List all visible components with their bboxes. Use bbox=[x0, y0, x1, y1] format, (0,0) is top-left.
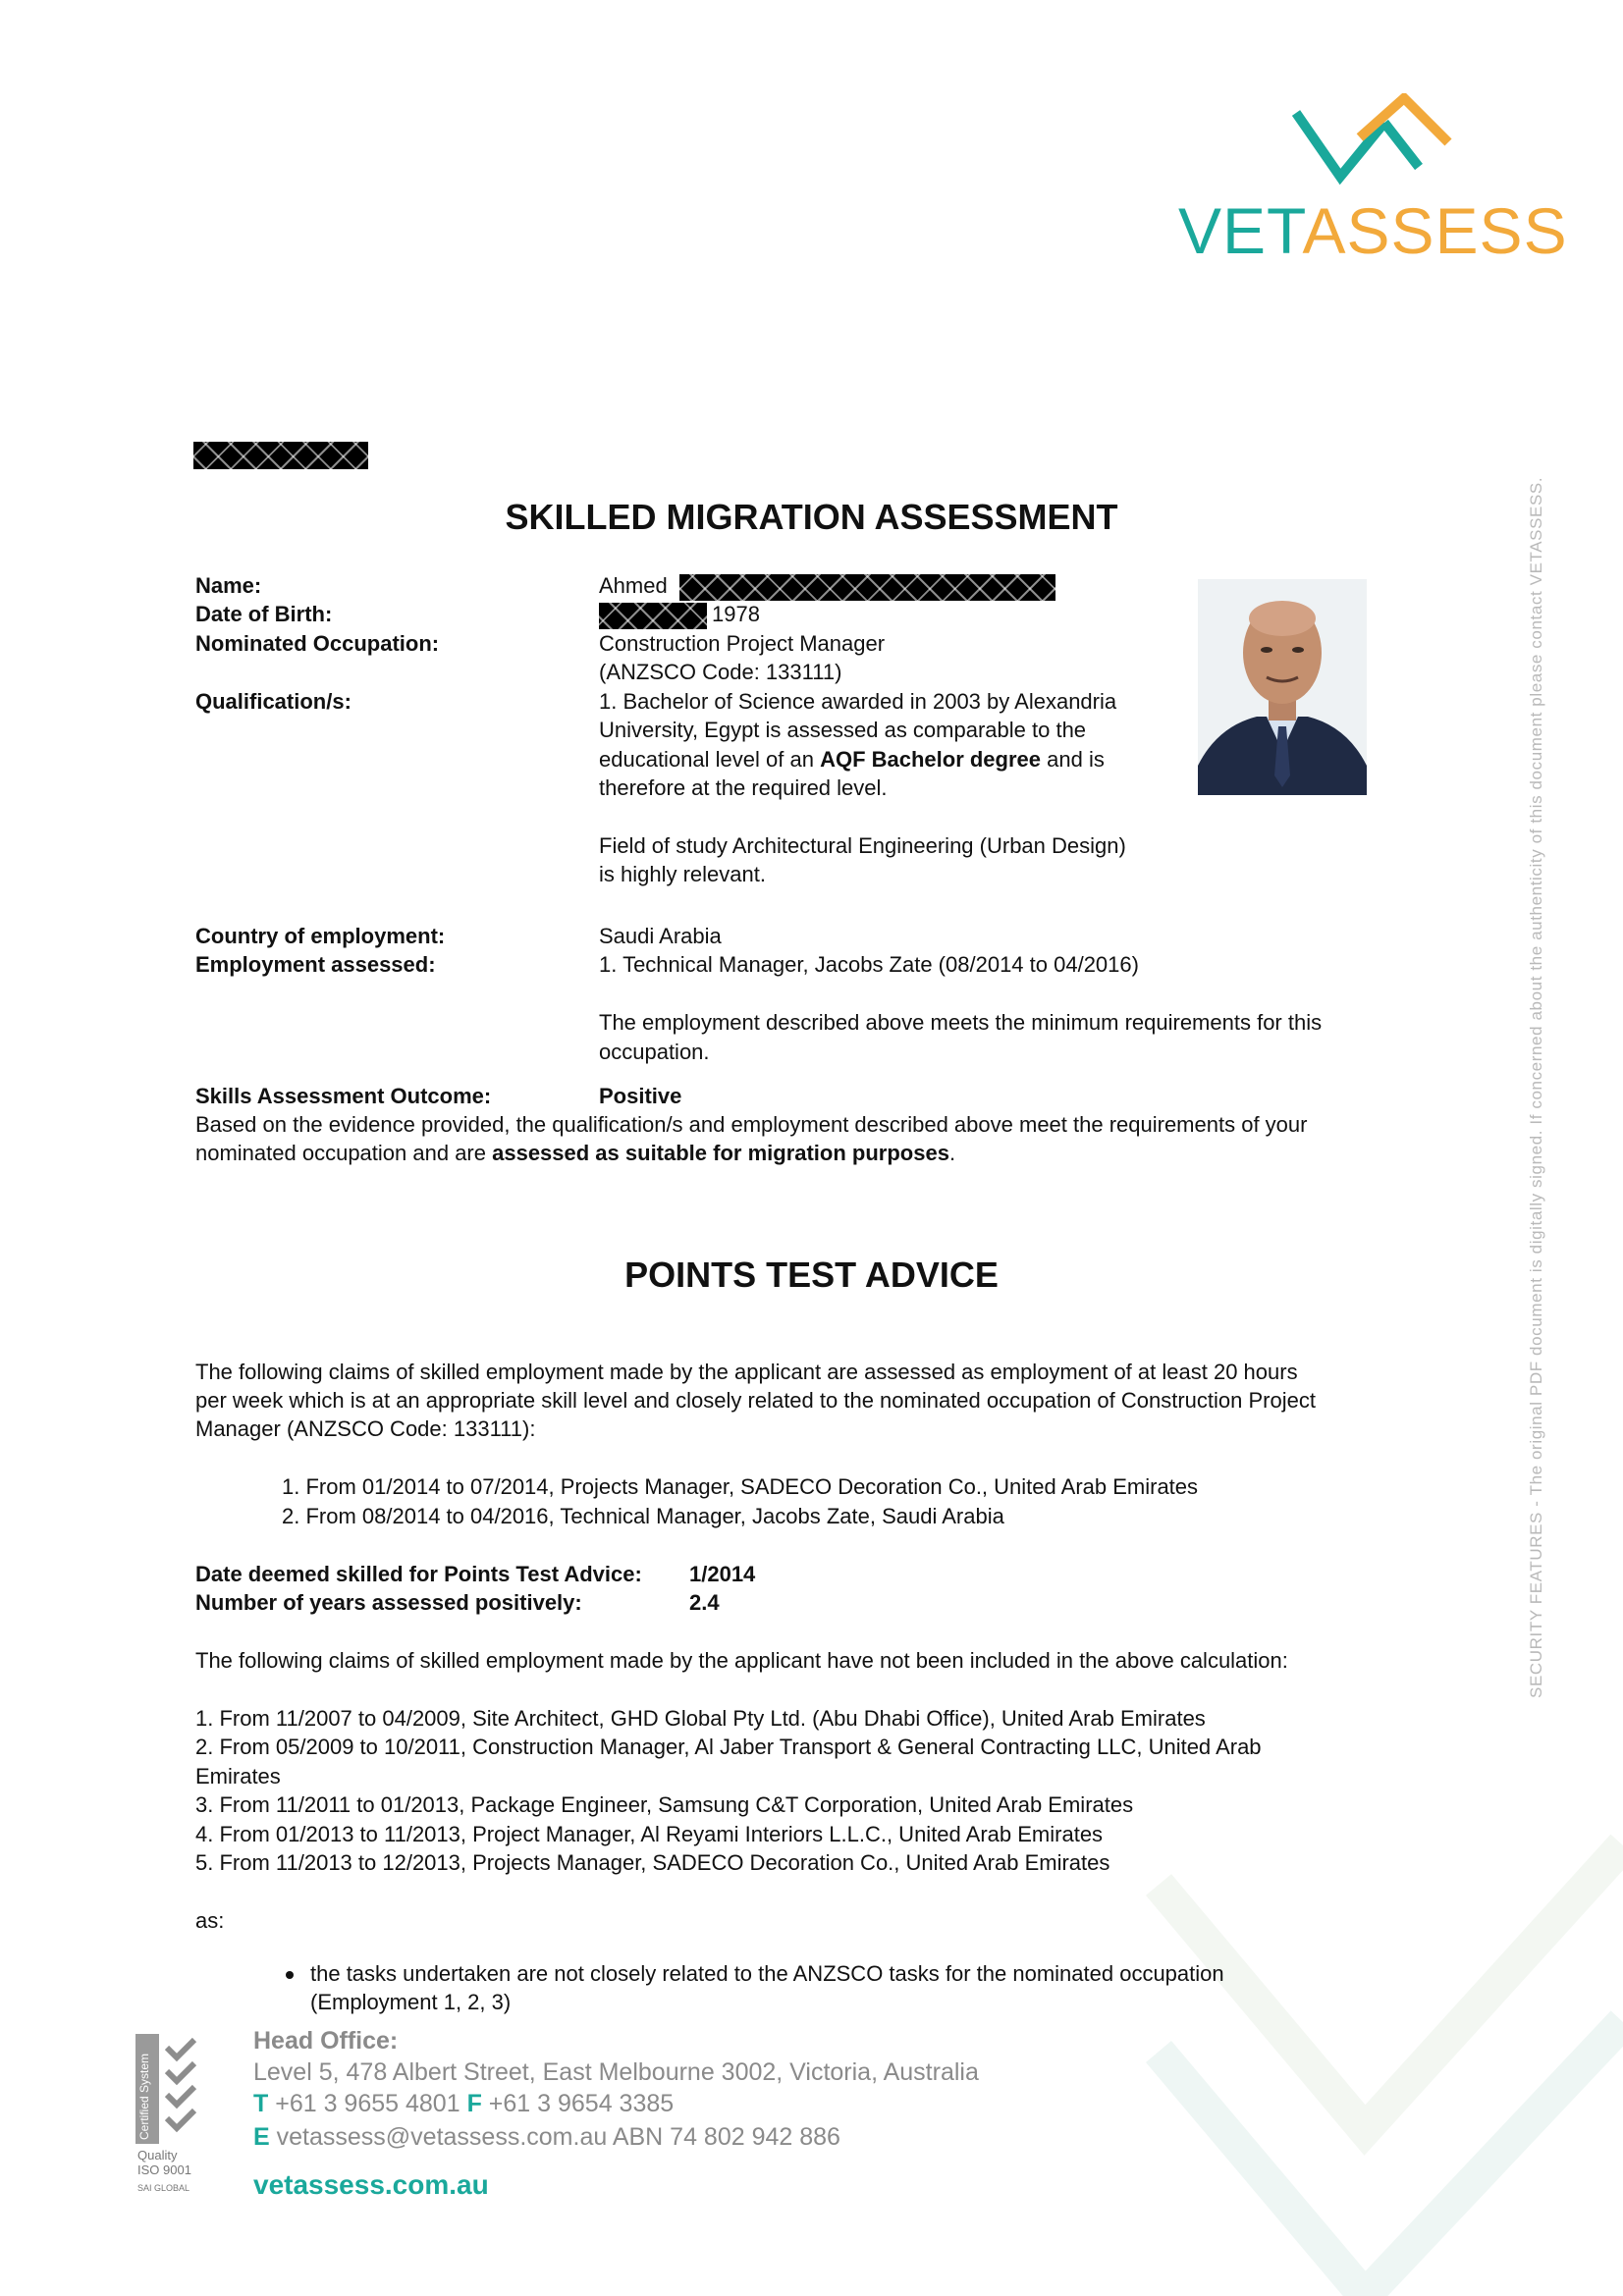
points-title: POINTS TEST ADVICE bbox=[624, 1255, 999, 1295]
vetassess-logo bbox=[1178, 93, 1568, 280]
phone-prefix: T bbox=[253, 2090, 269, 2117]
background-chevron-decoration bbox=[1129, 1806, 1623, 2296]
outcome-value: Positive bbox=[599, 1084, 682, 1108]
office-phone: +61 3 9655 4801 bbox=[268, 2090, 467, 2117]
outcome-text-line-2 bbox=[195, 1139, 1472, 1168]
qualification-line-1: 1. Bachelor of Science awarded in 2003 by Alexandria bbox=[599, 689, 1117, 714]
date-deemed-value: 1/2014 bbox=[689, 1562, 756, 1586]
email-prefix: E bbox=[253, 2123, 270, 2151]
applicant-photo bbox=[1198, 579, 1367, 795]
occupation-line-1: Construction Project Manager bbox=[599, 631, 886, 656]
website-link[interactable]: vetassess.com.au bbox=[253, 2169, 489, 2200]
points-intro-line-1: The following claims of skilled employment made by the applicant are assessed as employment of at least 20 hours bbox=[195, 1360, 1298, 1384]
employment-note-line-2: occupation. bbox=[599, 1040, 710, 1064]
name-label: Name: bbox=[195, 573, 262, 598]
cert-quality: Quality bbox=[137, 2148, 178, 2163]
redacted-surname bbox=[679, 574, 1055, 601]
outcome-text-post: . bbox=[948, 1141, 956, 1165]
bullet-icon bbox=[286, 1971, 294, 1979]
office-fax: +61 3 9654 3385 bbox=[481, 2090, 675, 2117]
qualification-line-4: therefore at the required level. bbox=[599, 775, 888, 800]
included-employment-2: 2. From 08/2014 to 04/2016, Technical Manager, Jacobs Zate, Saudi Arabia bbox=[282, 1504, 1004, 1528]
field-of-study-line-1: Field of study Architectural Engineering (Urban Design) bbox=[599, 833, 1126, 858]
assessment-title: SKILLED MIGRATION ASSESSMENT bbox=[505, 497, 1118, 537]
excluded-intro: The following claims of skilled employment made by the applicant have not been included in the above calculation: bbox=[195, 1648, 1288, 1673]
excluded-employment-2-cont: Emirates bbox=[195, 1764, 281, 1789]
check-marks-icon bbox=[163, 2036, 212, 2144]
cert-iso: ISO 9001 bbox=[137, 2163, 191, 2177]
qualification-line-3-pre: educational level of an bbox=[599, 747, 821, 772]
country-value: Saudi Arabia bbox=[599, 924, 722, 948]
dob-label: Date of Birth: bbox=[195, 602, 333, 626]
reason-line-1: the tasks undertaken are not closely related to the ANZSCO tasks for the nominated occupation bbox=[310, 1961, 1224, 1986]
points-intro-line-3: Manager (ANZSCO Code: 133111): bbox=[195, 1416, 536, 1441]
name-first: Ahmed bbox=[599, 573, 668, 598]
country-label: Country of employment: bbox=[195, 924, 446, 948]
redacted-dob bbox=[599, 603, 707, 629]
years-value: 2.4 bbox=[689, 1590, 720, 1615]
date-deemed-label: Date deemed skilled for Points Test Advice: bbox=[195, 1562, 642, 1586]
outcome-text-pre: nominated occupation and are bbox=[195, 1141, 493, 1165]
dob-value: 1978 bbox=[712, 602, 760, 626]
years-label: Number of years assessed positively: bbox=[195, 1590, 582, 1615]
logo-wordmark bbox=[1178, 193, 1568, 268]
included-employment-1: 1. From 01/2014 to 07/2014, Projects Manager, SADECO Decoration Co., United Arab Emirates bbox=[282, 1474, 1199, 1499]
excluded-employment-3: 3. From 11/2011 to 01/2013, Package Engineer, Samsung C&T Corporation, United Arab Emirates bbox=[195, 1792, 1134, 1817]
redacted-reference bbox=[193, 442, 368, 469]
excluded-employment-2: 2. From 05/2009 to 10/2011, Construction Manager, Al Jaber Transport & General Contracting LLC, United Arab bbox=[195, 1735, 1262, 1759]
reason-line-2: (Employment 1, 2, 3) bbox=[310, 1990, 512, 2014]
employment-value: 1. Technical Manager, Jacobs Zate (08/2014 to 04/2016) bbox=[599, 952, 1139, 977]
cert-sai: SAI GLOBAL bbox=[137, 2183, 190, 2193]
employment-label: Employment assessed: bbox=[195, 952, 436, 977]
outcome-text-bold: assessed as suitable for migration purposes bbox=[492, 1141, 949, 1165]
field-of-study-line-2: is highly relevant. bbox=[599, 862, 766, 886]
iso-certification-badge bbox=[135, 2034, 214, 2201]
office-email[interactable]: vetassess@vetassess.com.au ABN 74 802 942 886 bbox=[269, 2123, 840, 2151]
outcome-label: Skills Assessment Outcome: bbox=[195, 1084, 492, 1108]
occupation-line-2: (ANZSCO Code: 133111) bbox=[599, 660, 842, 684]
points-intro-line-2: per week which is at an appropriate skill level and closely related to the nominated occupation of Construction Project bbox=[195, 1388, 1316, 1413]
cert-system-text: Certified System bbox=[137, 2053, 151, 2140]
excluded-employment-5: 5. From 11/2013 to 12/2013, Projects Manager, SADECO Decoration Co., United Arab Emirates bbox=[195, 1850, 1110, 1875]
office-email-abn bbox=[253, 2123, 840, 2152]
fax-prefix: F bbox=[466, 2090, 482, 2117]
as-label: as: bbox=[195, 1908, 225, 1933]
logo-chevron-icon bbox=[1286, 93, 1483, 191]
qualification-line-3 bbox=[599, 745, 1198, 774]
excluded-employment-4: 4. From 01/2013 to 11/2013, Project Manager, Al Reyami Interiors L.L.C., United Arab Emirates bbox=[195, 1822, 1104, 1846]
qualification-line-2: University, Egypt is assessed as comparable to the bbox=[599, 718, 1087, 742]
security-watermark: SECURITY FEATURES - The original PDF document is digitally signed. If concerned about the authenticity of this document please contact VETASSESS. bbox=[1527, 476, 1545, 1698]
qualification-line-3-post: and is bbox=[1041, 747, 1105, 772]
employment-note-line-1: The employment described above meets the minimum requirements for this bbox=[599, 1010, 1323, 1035]
qualification-aqf-degree: AQF Bachelor degree bbox=[820, 747, 1042, 772]
outcome-text-line-1: Based on the evidence provided, the qualification/s and employment described above meet the requirements of your bbox=[195, 1112, 1308, 1137]
occupation-label: Nominated Occupation: bbox=[195, 631, 440, 656]
logo-text-assess: ASSESS bbox=[1302, 194, 1568, 267]
logo-text-vet: VET bbox=[1178, 194, 1303, 267]
excluded-employment-1: 1. From 11/2007 to 04/2009, Site Architect, GHD Global Pty Ltd. (Abu Dhabi Office), United Arab Emirates bbox=[195, 1706, 1206, 1731]
qualification-label: Qualification/s: bbox=[195, 689, 352, 714]
office-address: Level 5, 478 Albert Street, East Melbourne 3002, Victoria, Australia bbox=[253, 2058, 979, 2086]
office-phone-fax bbox=[253, 2090, 674, 2118]
head-office-label: Head Office: bbox=[253, 2027, 399, 2055]
